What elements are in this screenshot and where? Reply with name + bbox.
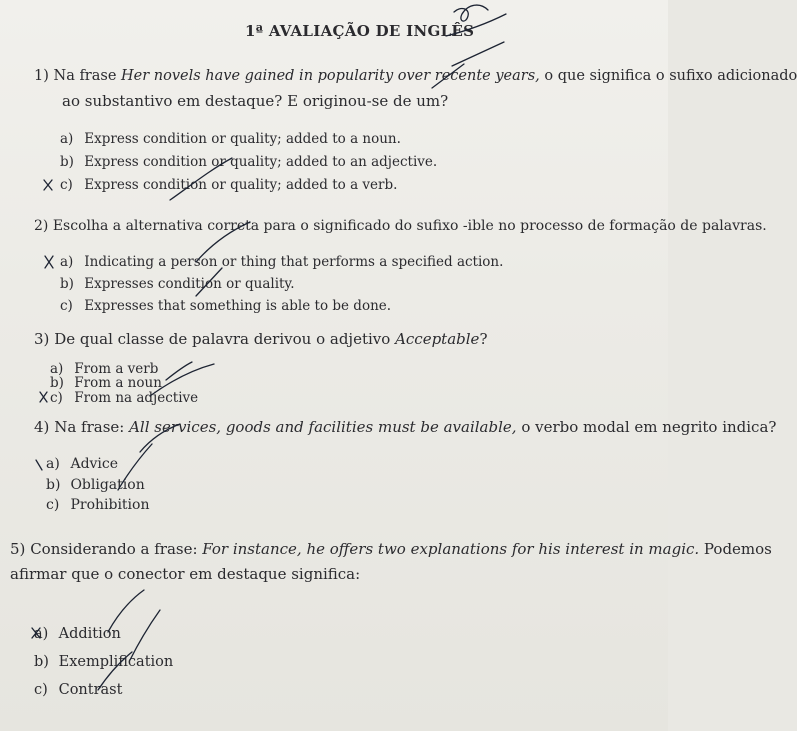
question-4-option-c	[46, 497, 149, 513]
question-4-option-b	[46, 477, 145, 493]
question-text-pre: Considerando a frase:	[30, 540, 203, 558]
option-letter: c)	[46, 497, 60, 513]
question-number: 1)	[34, 68, 49, 84]
option-text: Exemplification	[58, 654, 174, 670]
question-1-option-a	[60, 131, 401, 147]
option-letter: b)	[34, 654, 49, 670]
question-4-option-a	[46, 456, 118, 472]
question-2-option-c	[60, 298, 391, 314]
question-5-option-b	[34, 654, 173, 670]
pen-stroke-q3	[166, 362, 192, 380]
question-1-option-b	[60, 154, 437, 170]
question-text: Escolha a alternativa correta para o significado do sufixo -ible no processo de formação de palavras.	[52, 218, 767, 234]
option-text: From na adjective	[74, 390, 199, 406]
question-text-pre: Na frase:	[54, 418, 130, 436]
pen-scribble-top	[454, 5, 488, 21]
question-text-highlight: All services, goods and facilities must be available,	[129, 418, 517, 436]
option-text: Express condition or quality; added to a noun.	[84, 131, 401, 147]
pen-mark-q1c	[44, 180, 52, 190]
option-letter: a)	[34, 626, 49, 642]
option-text: Express condition or quality; added to a verb.	[84, 177, 398, 193]
question-2-option-b	[60, 276, 295, 292]
option-letter: b)	[46, 477, 61, 493]
question-2-option-a	[60, 254, 503, 270]
question-text-post: ?	[479, 330, 488, 348]
question-2-line-1	[34, 218, 767, 234]
option-letter: a)	[50, 361, 64, 377]
question-text-post: o verbo modal em negrito indica?	[516, 418, 777, 436]
pen-mark-q3c	[40, 392, 47, 402]
option-text: Contrast	[58, 682, 123, 698]
option-text: Express condition or quality; added to an adjective.	[84, 154, 438, 170]
question-3-option-c	[50, 390, 198, 406]
option-text: From a verb	[74, 361, 159, 377]
option-letter: c)	[60, 177, 73, 193]
question-1-line-2: ao substantivo em destaque? E originou-se de um?	[62, 92, 449, 110]
option-text: Indicating a person or thing that performs a specified action.	[84, 254, 504, 270]
question-5-line-1	[10, 540, 772, 558]
pen-mark-q4a	[36, 460, 42, 470]
question-text-highlight: For instance, he offers two explanations for his interest in magic.	[202, 540, 700, 558]
option-text: Expresses that something is able to be done.	[84, 298, 392, 314]
option-text: Expresses condition or quality.	[84, 276, 295, 292]
question-text-pre: Na frase	[53, 68, 122, 84]
question-5-line-2: afirmar que o conector em destaque significa:	[10, 565, 361, 583]
question-text-highlight: Acceptable	[395, 330, 480, 348]
option-letter: a)	[60, 254, 74, 270]
question-number: 4)	[34, 418, 50, 436]
option-letter: b)	[50, 375, 64, 391]
question-text-post: o que significa o sufixo adicionado	[539, 68, 797, 84]
option-text: Obligation	[70, 477, 145, 493]
question-3-option-b	[50, 375, 162, 391]
page-title: 1ª AVALIAÇÃO DE INGLÊS	[245, 22, 475, 40]
option-letter: b)	[60, 154, 74, 170]
option-letter: a)	[60, 131, 74, 147]
question-3-line-1	[34, 330, 487, 348]
option-letter: c)	[60, 298, 73, 314]
option-text: Prohibition	[70, 497, 150, 513]
question-number: 2)	[34, 218, 49, 234]
question-5-option-a	[34, 626, 121, 642]
question-text-pre: De qual classe de palavra derivou o adjetivo	[54, 330, 396, 348]
option-letter: c)	[34, 682, 48, 698]
question-5-option-c	[34, 682, 122, 698]
option-text: Advice	[70, 456, 119, 472]
pen-stroke-top-2	[452, 42, 504, 66]
pen-slash-q5b	[130, 610, 160, 660]
option-letter: b)	[60, 276, 74, 292]
question-4-line-1	[34, 418, 776, 436]
option-text: From a noun	[74, 375, 162, 391]
question-text-highlight: Her novels have gained in popularity over recente years,	[121, 68, 540, 84]
question-text-post: Podemos	[699, 540, 772, 558]
option-text: Addition	[58, 626, 121, 642]
pen-mark-q2a	[45, 256, 53, 268]
question-number: 3)	[34, 330, 50, 348]
option-letter: a)	[46, 456, 60, 472]
question-1-option-c	[60, 177, 397, 193]
question-number: 5)	[10, 540, 26, 558]
question-1-line-1	[34, 68, 797, 84]
option-letter: c)	[50, 390, 63, 406]
